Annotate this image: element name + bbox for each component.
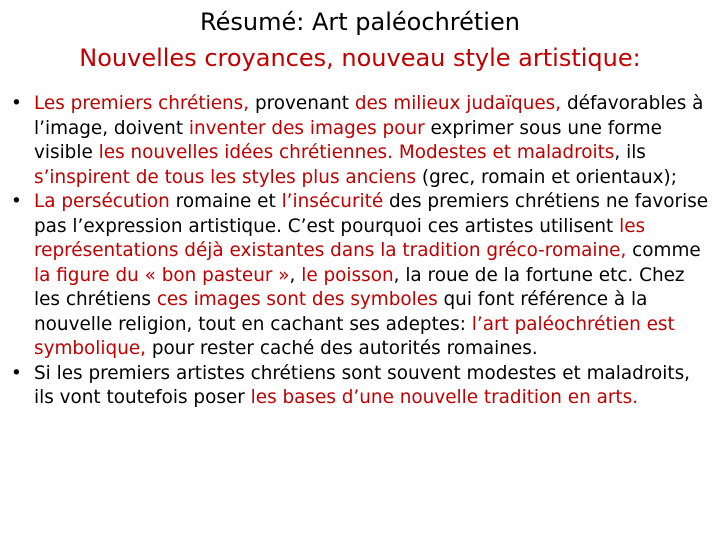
- body-text: Si les premiers artistes chrétiens sont souvent modestes et maladroits, ils vont toutefois poser: [34, 362, 690, 408]
- bullet-item: [8, 190, 714, 362]
- highlighted-text: le poisson: [301, 264, 394, 286]
- body-text: (grec, romain et orientaux);: [416, 166, 677, 188]
- highlighted-text: ces images sont des symboles: [156, 289, 438, 310]
- highlighted-text: l’art paléochrétien est symbolique,: [34, 313, 675, 359]
- highlighted-text: Les premiers chrétiens,: [34, 93, 250, 114]
- body-text: romaine et: [169, 191, 282, 212]
- highlighted-text: La persécution: [34, 191, 170, 212]
- highlighted-text: les bases d’une nouvelle tradition en arts.: [250, 387, 639, 408]
- bullet-marker: •: [11, 191, 22, 212]
- highlighted-text: inventer des images pour: [188, 117, 425, 139]
- slide-title: [0, 4, 720, 76]
- body-text: des premiers chrétiens ne favorise pas l’expression artistique. C’est pourquoi ces artistes utilisent: [34, 191, 709, 237]
- bullet-marker: •: [11, 93, 22, 114]
- highlighted-text: la figure du « bon pasteur »: [34, 264, 290, 286]
- body-text: défavorables à l’image, doivent: [34, 93, 704, 139]
- body-text: , la roue de la fortune etc. Chez les chrétiens: [34, 264, 685, 310]
- title-main: Résumé: Art paléochrétien: [200, 8, 520, 36]
- highlighted-text: l’insécurité: [281, 191, 384, 212]
- body-text: comme: [626, 240, 701, 261]
- body-text: , ils: [614, 142, 646, 163]
- body-text: pour rester caché des autorités romaines.: [146, 338, 538, 359]
- title-subtitle: Nouvelles croyances, nouveau style artistique:: [79, 44, 641, 72]
- bullet-marker: •: [11, 362, 22, 384]
- body-text: provenant: [249, 93, 355, 114]
- body-text: ,: [289, 264, 302, 286]
- body-text: exprimer sous une forme visible: [34, 117, 662, 163]
- bullet-item: [8, 92, 714, 190]
- highlighted-text: les représentations déjà existantes dans la tradition gréco-romaine,: [34, 215, 646, 261]
- body-text: qui font référence à la nouvelle religion, tout en cachant ses adeptes:: [34, 289, 648, 335]
- bullet-list: [8, 92, 714, 411]
- highlighted-text: des milieux judaïques,: [354, 93, 562, 114]
- highlighted-text: s’inspirent de tous les styles plus anciens: [34, 166, 417, 188]
- bullet-item: [8, 362, 714, 411]
- highlighted-text: les nouvelles idées chrétiennes. Modestes et maladroits: [98, 142, 615, 163]
